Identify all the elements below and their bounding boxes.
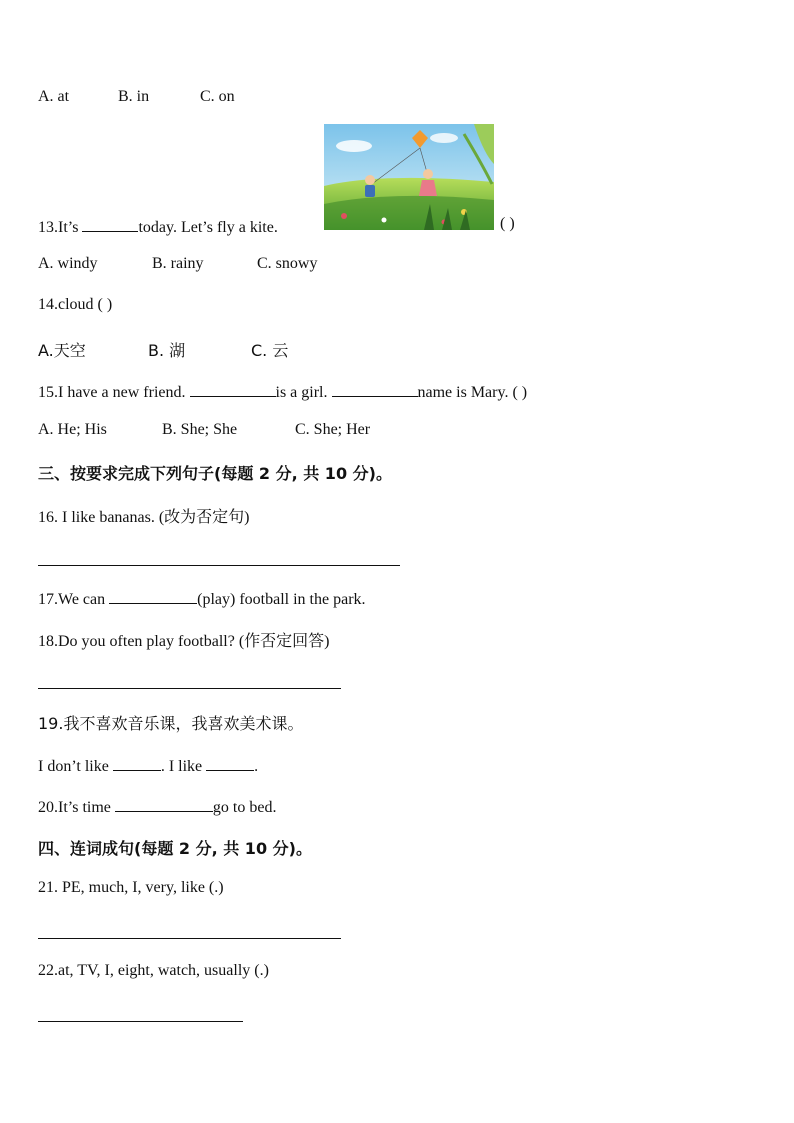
q15-text-b: is a girl. bbox=[275, 384, 332, 401]
q15-question bbox=[38, 380, 527, 402]
q15-blank-2[interactable] bbox=[332, 380, 418, 397]
q19-blank-2[interactable] bbox=[206, 754, 254, 771]
q13-text-a: It’s bbox=[58, 219, 83, 236]
q14-option-b: B. 湖 bbox=[148, 341, 186, 360]
kite-picture-svg bbox=[324, 124, 494, 230]
q12-option-b: B. in bbox=[118, 88, 150, 105]
q13-bracket[interactable]: ( ) bbox=[500, 215, 515, 232]
q19-translation bbox=[38, 754, 258, 776]
q20-blank[interactable] bbox=[115, 795, 213, 812]
q15-option-c: C. She; Her bbox=[295, 421, 371, 438]
q15-text-c: name is Mary. ( ) bbox=[417, 384, 528, 401]
q14-options bbox=[38, 338, 289, 361]
q17-text-a: 17.We can bbox=[38, 591, 110, 608]
section-4-heading: 四、连词成句(每题 2 分, 共 10 分)。 bbox=[38, 839, 312, 858]
q15-text-a: 15.I have a new friend. bbox=[38, 384, 190, 401]
q14-option-a: A.天空 bbox=[38, 341, 86, 360]
q12-options bbox=[38, 88, 235, 106]
q19-text-c: . bbox=[254, 758, 259, 775]
q17-question bbox=[38, 587, 366, 609]
q16-question: 16. I like bananas. (改为否定句) bbox=[38, 509, 250, 526]
q15-blank-1[interactable] bbox=[190, 380, 276, 397]
q12-option-c: C. on bbox=[200, 88, 235, 105]
q13-options bbox=[38, 255, 318, 273]
q13-question bbox=[38, 215, 278, 237]
q17-blank[interactable] bbox=[109, 587, 197, 604]
q19-text-b: . I like bbox=[160, 758, 207, 775]
q15-options bbox=[38, 421, 371, 439]
q22-question: 22.at, TV, I, eight, watch, usually (.) bbox=[38, 962, 269, 979]
q19-text-a: I don’t like bbox=[38, 758, 113, 775]
q22-answer-line[interactable] bbox=[38, 1021, 243, 1022]
q13-blank[interactable] bbox=[82, 215, 138, 232]
q21-answer-line[interactable] bbox=[38, 938, 341, 939]
q12-option-a: A. at bbox=[38, 88, 70, 105]
q19-question: 19.我不喜欢音乐课，我喜欢美术课。 bbox=[38, 714, 304, 733]
q15-option-a: A. He; His bbox=[38, 421, 107, 438]
q13-option-b: B. rainy bbox=[152, 255, 204, 272]
q15-option-b: B. She; She bbox=[162, 421, 238, 438]
q17-text-b: (play) football in the park. bbox=[197, 591, 366, 608]
q20-text-b: go to bed. bbox=[212, 799, 277, 816]
q13-text-b: today. Let’s fly a kite. bbox=[138, 219, 278, 236]
q13-option-a: A. windy bbox=[38, 255, 98, 272]
kite-flying-picture bbox=[324, 124, 494, 230]
q18-answer-line[interactable] bbox=[38, 688, 341, 689]
q20-text-a: 20.It’s time bbox=[38, 799, 115, 816]
q14-question: 14.cloud ( ) bbox=[38, 296, 113, 313]
q18-question: 18.Do you often play football? (作否定回答) bbox=[38, 633, 330, 650]
q19-blank-1[interactable] bbox=[113, 754, 161, 771]
q13-option-c: C. snowy bbox=[257, 255, 318, 272]
q21-question: 21. PE, much, I, very, like (.) bbox=[38, 879, 224, 896]
q20-question bbox=[38, 795, 276, 817]
q16-answer-line[interactable] bbox=[38, 565, 400, 566]
q14-option-c: C. 云 bbox=[251, 341, 289, 360]
section-3-heading: 三、按要求完成下列句子(每题 2 分, 共 10 分)。 bbox=[38, 464, 392, 483]
q13-number: 13. bbox=[38, 219, 58, 236]
